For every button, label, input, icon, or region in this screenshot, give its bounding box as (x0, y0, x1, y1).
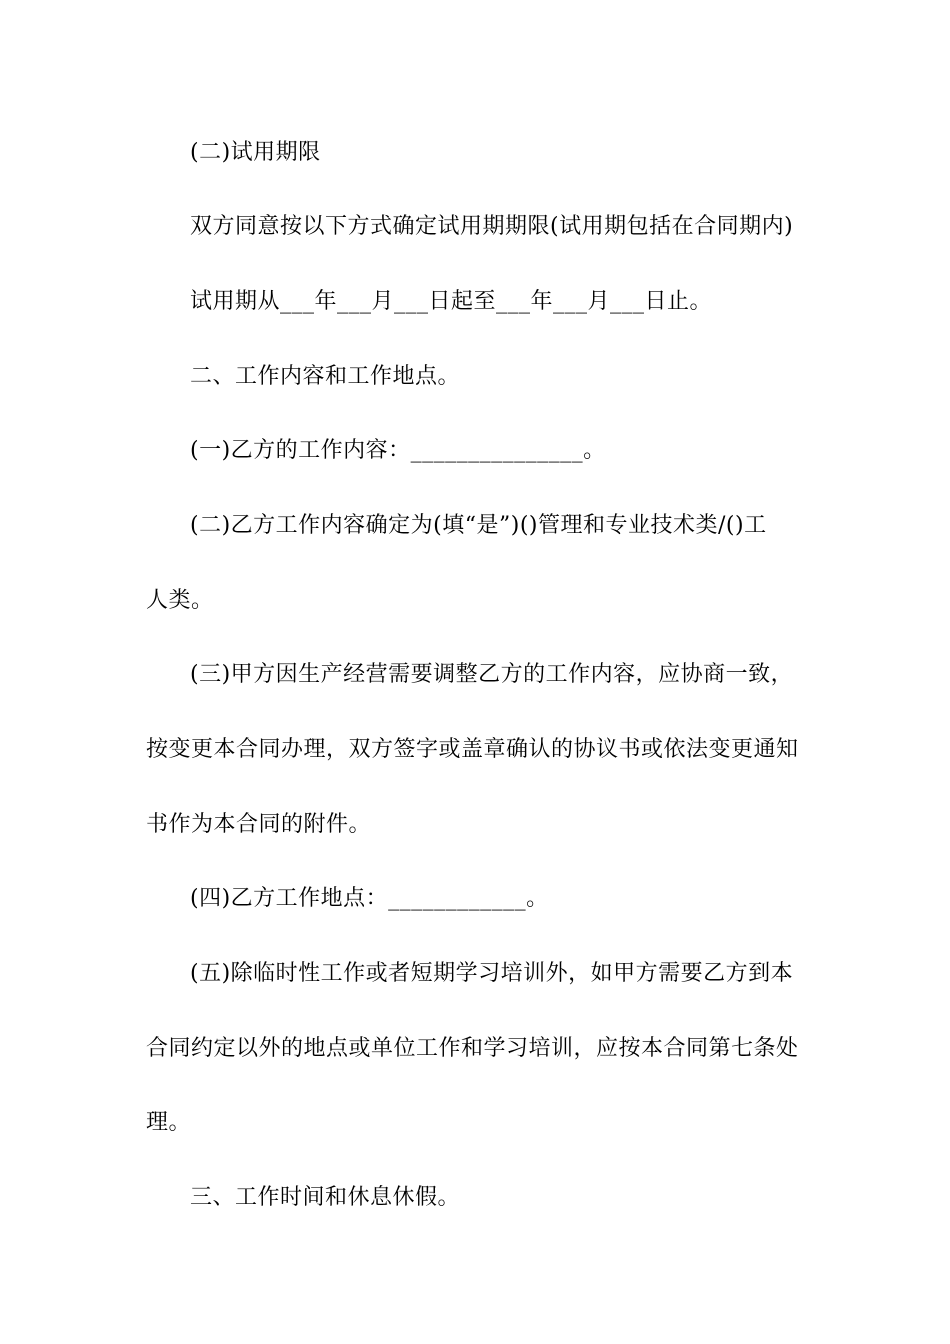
paragraph-line: 试用期从___年___月___日起至___年___月___日止。 (190, 289, 713, 314)
paragraph-line: (三)甲方因生产经营需要调整乙方的工作内容，应协商一致， (190, 662, 794, 687)
paragraph-line: 书作为本合同的附件。 (146, 812, 372, 837)
section-heading: 二、工作内容和工作地点。 (190, 364, 461, 389)
paragraph-line: (一)乙方的工作内容：_______________。 (190, 438, 606, 463)
paragraph-line: 双方同意按以下方式确定试用期期限(试用期包括在合同期内) (190, 214, 794, 239)
paragraph-line: 理。 (146, 1110, 192, 1135)
paragraph-line: 按变更本合同办理，双方签字或盖章确认的协议书或依法变更通知 (146, 737, 799, 762)
paragraph-line: 合同约定以外的地点或单位工作和学习培训，应按本合同第七条处 (146, 1036, 799, 1061)
paragraph-line: 人类。 (146, 588, 214, 613)
paragraph-line: (二)乙方工作内容确定为(填“是”)()管理和专业技术类/()工 (190, 513, 767, 538)
paragraph-line: (五)除临时性工作或者短期学习培训外，如甲方需要乙方到本 (190, 961, 794, 986)
paragraph-line: (四)乙方工作地点：____________。 (190, 886, 549, 911)
section-heading: 三、工作时间和休息休假。 (190, 1185, 461, 1210)
paragraph-line: (二)试用期限 (190, 140, 321, 165)
